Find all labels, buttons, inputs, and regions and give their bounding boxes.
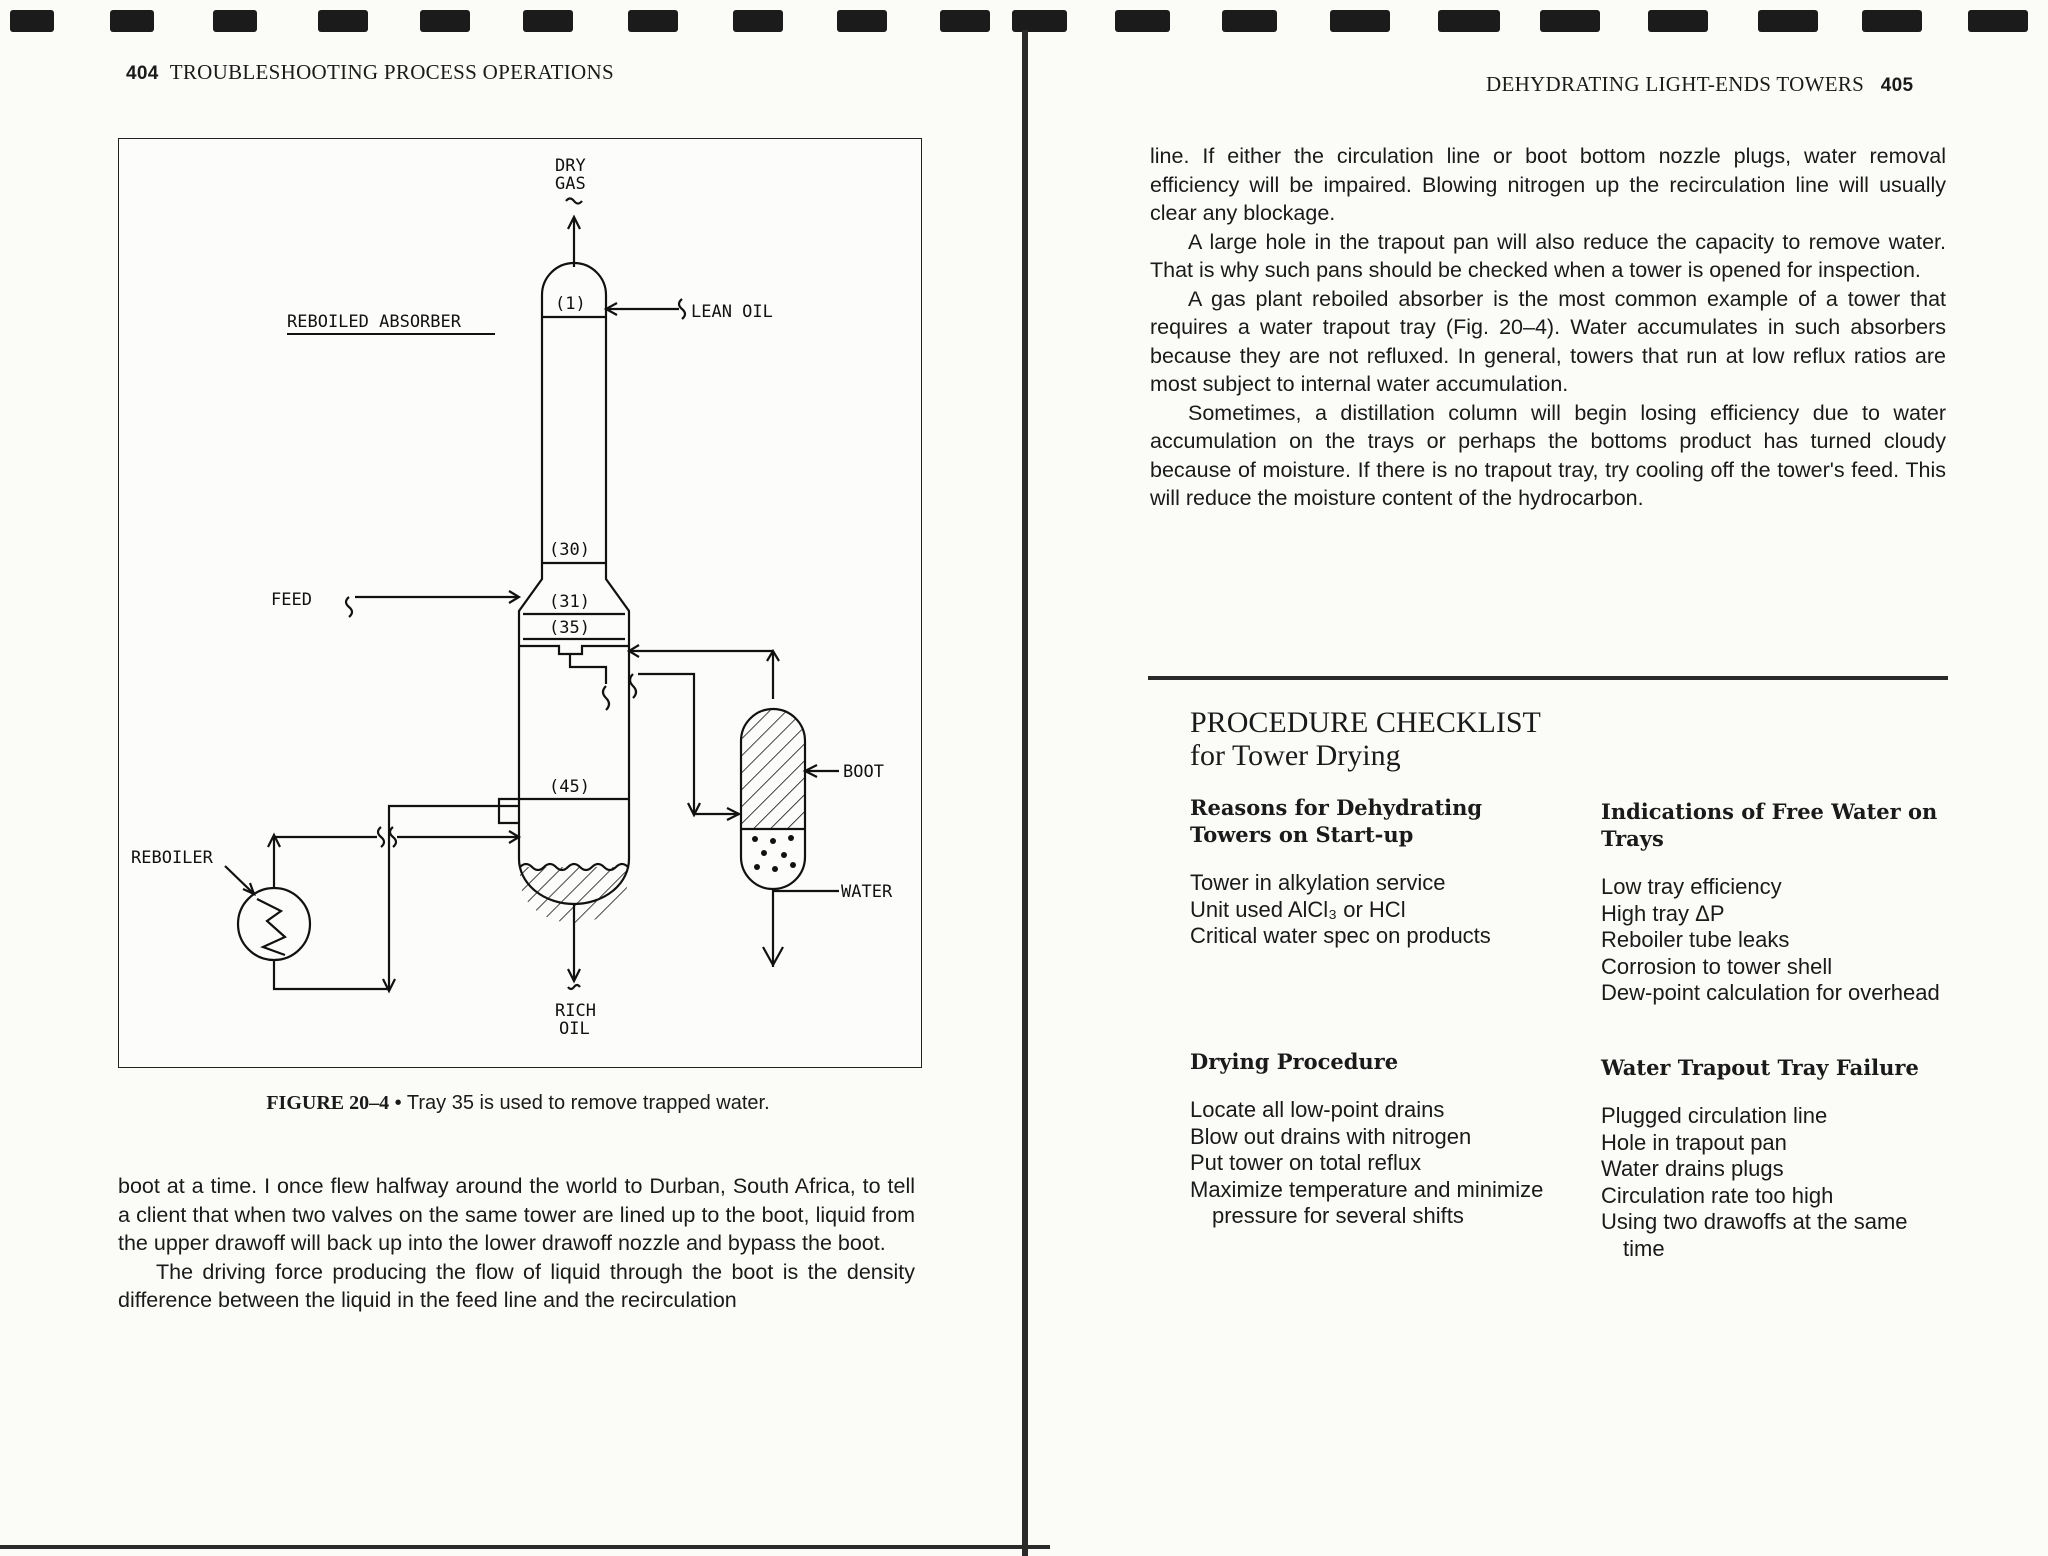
page-bottom-edge — [0, 1545, 1050, 1549]
right-page-number: 405 — [1880, 75, 1914, 96]
checklist-section-reasons — [1190, 794, 1530, 950]
left-paragraph-1: boot at a time. I once flew halfway around the world to Durban, South Africa, to tell a client that when two valves on the same tower are lined up to the boot, liquid from the upper drawoff will back up into the lower drawoff nozzle and bypass the boot. — [118, 1174, 915, 1255]
left-body-text — [118, 1172, 915, 1315]
checklist-item: Water drains plugs — [1601, 1156, 1784, 1181]
boot-label: BOOT — [843, 762, 884, 782]
checklist-item: Tower in alkylation service — [1190, 870, 1446, 895]
checklist-section-drying-procedure — [1190, 1048, 1550, 1230]
tray-1-label: (1) — [555, 294, 586, 314]
checklist-item: Unit used AlCl₃ or HCl — [1190, 896, 1406, 922]
right-paragraph-3: A gas plant reboiled absorber is the most common example of a tower that requires a water trapout tray (Fig. 20–4). Water accumulates in such absorbers because they are not refluxed. In general, towers that run at low reflux ratios are most subject to internal water accumulation. — [1150, 286, 1946, 396]
binding-strip — [0, 0, 2048, 34]
checklist-item: Circulation rate too high — [1601, 1182, 1834, 1208]
figure-caption-text: • Tray 35 is used to remove trapped water. — [389, 1092, 770, 1114]
tray-31-label: (31) — [549, 592, 590, 612]
checklist-item: Locate all low-point drains — [1190, 1097, 1445, 1122]
checklist-item: Put tower on total reflux — [1190, 1150, 1422, 1175]
checklist-item: Low tray efficiency — [1601, 874, 1782, 899]
figure-20-4 — [118, 138, 922, 1068]
checklist-section-indications — [1601, 798, 1941, 1007]
checklist-list — [1601, 1103, 1941, 1262]
right-running-title: DEHYDRATING LIGHT-ENDS TOWERS — [1486, 72, 1865, 96]
left-running-head — [126, 60, 614, 85]
checklist-item: Critical water spec on products — [1190, 923, 1491, 948]
right-paragraph-1: line. If either the circulation line or boot bottom nozzle plugs, water removal efficiency will be impaired. Blowing nitrogen up the recirculation line will usually clear any blockage. — [1150, 144, 1946, 225]
rich-oil-label-1: RICH — [555, 1001, 596, 1021]
right-body-text — [1150, 142, 1946, 513]
checklist-item: Corrosion to tower shell — [1601, 953, 1833, 979]
left-running-title: TROUBLESHOOTING PROCESS OPERATIONS — [169, 60, 614, 84]
checklist-item: Blow out drains with nitrogen — [1190, 1123, 1472, 1149]
tray-35-label: (35) — [549, 618, 590, 638]
left-paragraph-2: The driving force producing the flow of liquid through the boot is the density difference between the liquid in the feed line and the recirculation — [118, 1259, 915, 1312]
rich-oil-label-2: OIL — [559, 1019, 590, 1039]
checklist-section-trapout-failure — [1601, 1054, 1941, 1262]
checklist-heading: Reasons for Dehydrating Towers on Start-up — [1190, 795, 1483, 847]
checklist-item: Maximize temperature and minimize pressure for several shifts — [1190, 1176, 1544, 1228]
checklist-item: Plugged circulation line — [1601, 1103, 1828, 1128]
checklist-divider — [1148, 676, 1948, 680]
right-paragraph-4: Sometimes, a distillation column will begin losing efficiency due to water accumulation on the trays or perhaps the bottoms product has turned cloudy because of moisture. If there is no trapout tray, try cooling off the tower's feed. This will reduce the moisture content of the hydrocarbon. — [1150, 400, 1946, 510]
right-running-head — [1486, 72, 1913, 97]
checklist-item: Reboiler tube leaks — [1601, 927, 1790, 952]
checklist-item: Hole in trapout pan — [1601, 1129, 1787, 1155]
checklist-list — [1190, 870, 1530, 950]
checklist-item: High tray ΔP — [1601, 900, 1725, 926]
checklist-heading: Water Trapout Tray Failure — [1601, 1055, 1919, 1080]
checklist-heading: Drying Procedure — [1190, 1049, 1399, 1074]
checklist-title-line-1: PROCEDURE CHECKLIST — [1190, 706, 1541, 739]
figure-caption-label: FIGURE 20–4 — [266, 1092, 390, 1114]
dry-gas-label-1: DRY — [555, 156, 586, 176]
checklist-item: Using two drawoffs at the same time — [1601, 1209, 1908, 1261]
dry-gas-label-2: GAS — [555, 174, 586, 194]
book-spine — [1022, 30, 1028, 1556]
lean-oil-label: LEAN OIL — [691, 302, 773, 322]
checklist-heading: Indications of Free Water on Trays — [1601, 799, 1938, 851]
checklist-list — [1190, 1097, 1550, 1230]
figure-caption — [118, 1092, 918, 1115]
water-label: WATER — [841, 882, 893, 902]
feed-label: FEED — [271, 590, 312, 610]
reboiler-label: REBOILER — [131, 848, 213, 868]
checklist-item: Dew-point calculation for overhead — [1601, 980, 1940, 1005]
tray-45-label: (45) — [549, 777, 590, 797]
reboiled-absorber-title: REBOILED ABSORBER — [287, 312, 461, 332]
tray-30-label: (30) — [549, 540, 590, 560]
left-page-number: 404 — [126, 63, 159, 84]
reboiled-absorber-diagram — [119, 139, 921, 1067]
checklist-list — [1601, 874, 1941, 1007]
checklist-title-line-2: for Tower Drying — [1190, 739, 1401, 772]
checklist-title — [1190, 706, 1541, 772]
right-paragraph-2: A large hole in the trapout pan will also reduce the capacity to remove water. That is why such pans should be checked when a tower is opened for inspection. — [1150, 229, 1946, 282]
